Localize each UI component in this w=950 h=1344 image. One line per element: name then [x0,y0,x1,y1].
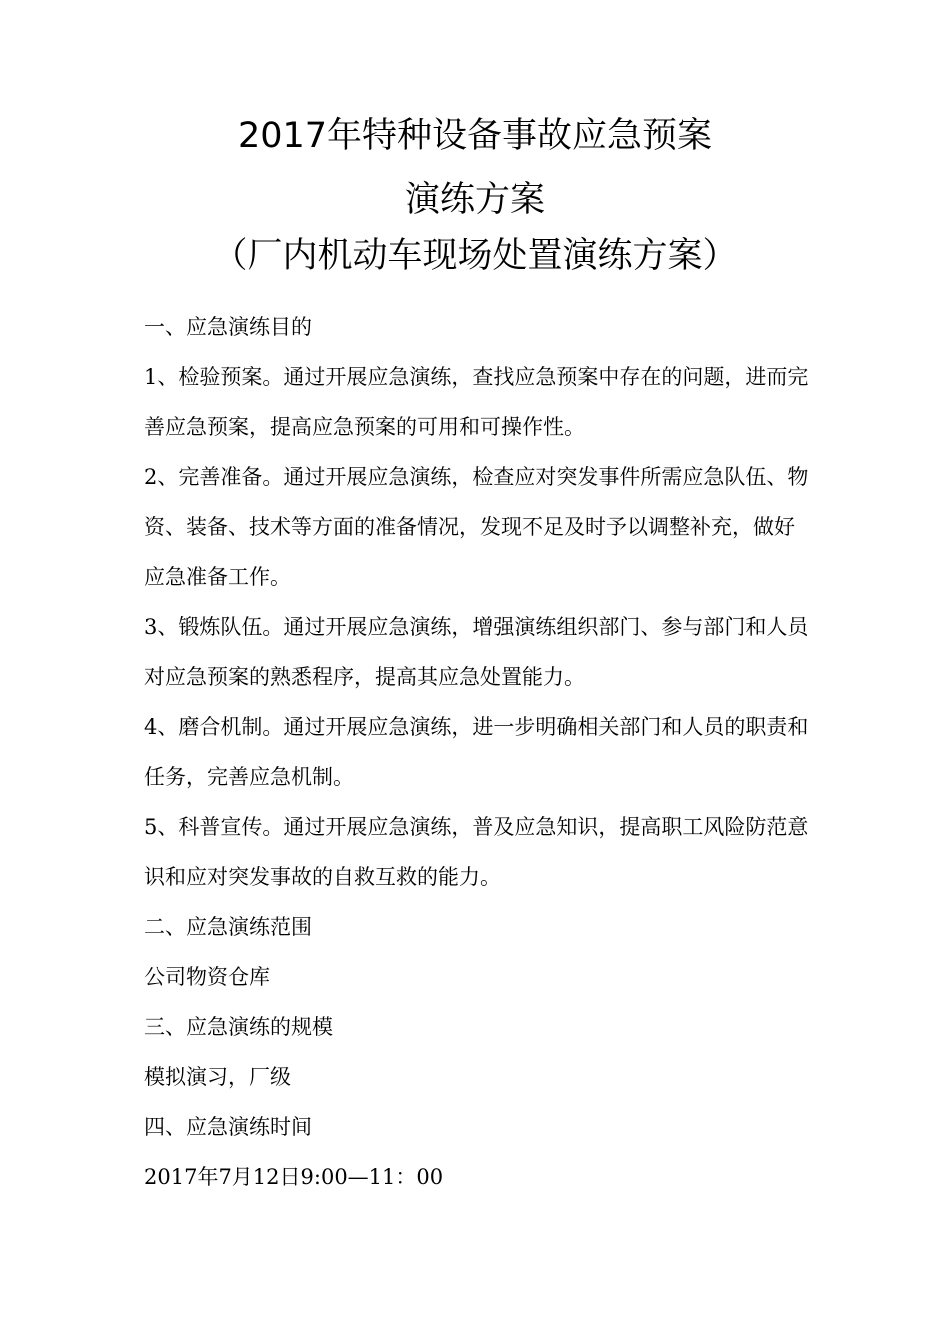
section-heading-scale: 三、应急演练的规模 [144,1015,333,1039]
scale-content: 模拟演习，厂级 [144,1065,291,1089]
purpose-item-3: 3、锻炼队伍。通过开展应急演练，增强演练组织部门、参与部门和人员对应急预案的熟悉程序，提高其应急处置能力。 [144,615,809,689]
purpose-item-1: 1、检验预案。通过开展应急演练，查找应急预案中存在的问题，进而完善应急预案，提高应急预案的可用和可操作性。 [144,365,809,439]
section-heading-scope: 二、应急演练范围 [144,915,312,939]
document-subtitle-detail: （厂内机动车现场处置演练方案） [212,236,738,276]
purpose-item-2: 2、完善准备。通过开展应急演练，检查应对突发事件所需应急队伍、物资、装备、技术等方面的准备情况，发现不足及时予以调整补充，做好应急准备工作。 [144,465,809,589]
purpose-item-5: 5、科普宣传。通过开展应急演练，普及应急知识，提高职工风险防范意识和应对突发事故的自救互救的能力。 [144,815,809,889]
section-heading-time: 四、应急演练时间 [144,1115,312,1139]
document-title: 2017年特种设备事故应急预案 [237,116,713,156]
scope-content: 公司物资仓库 [144,965,270,989]
document-body [144,302,814,1202]
section-heading-purpose: 一、应急演练目的 [144,315,312,339]
time-content: 2017年7月12日9:00—11：00 [144,1165,444,1189]
document-subtitle: 演练方案 [404,180,545,220]
purpose-item-4: 4、磨合机制。通过开展应急演练，进一步明确相关部门和人员的职责和任务，完善应急机制。 [144,715,809,789]
